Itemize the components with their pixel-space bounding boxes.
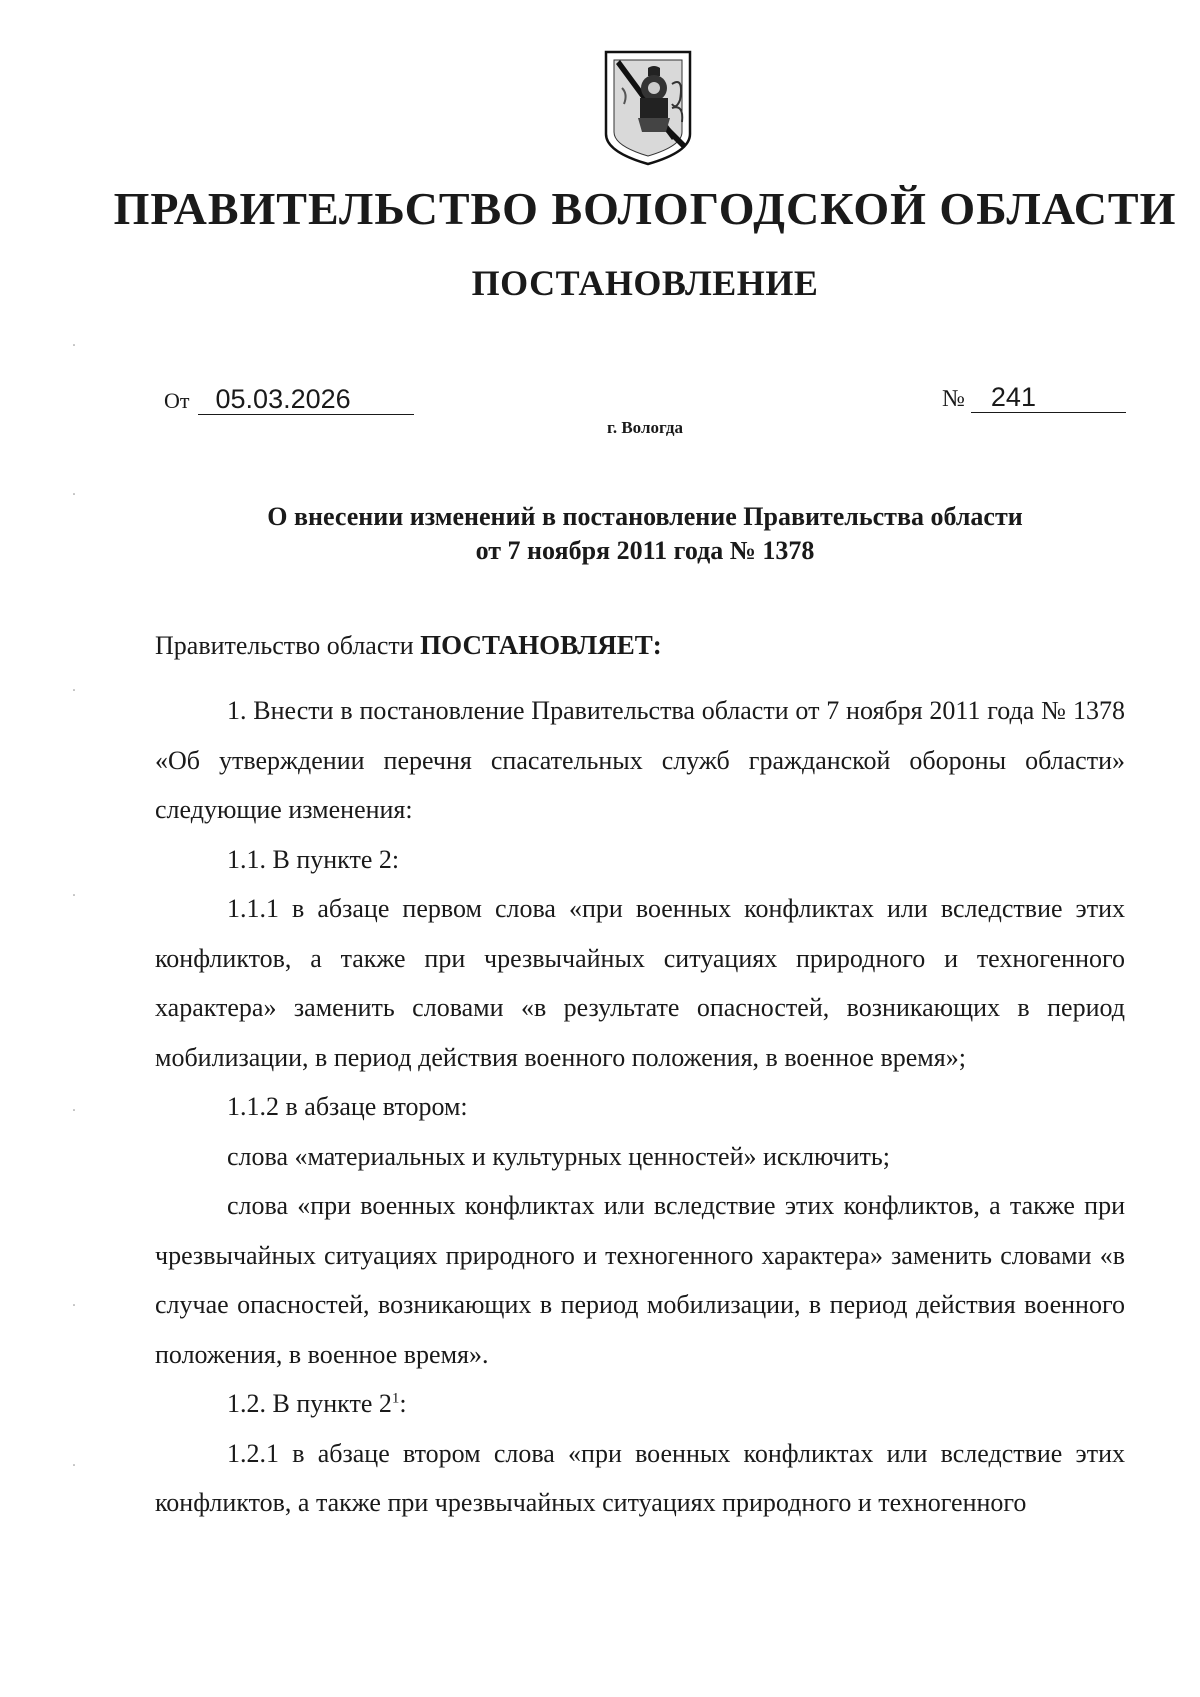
scan-margin-dots [72, 0, 76, 1697]
document-type: ПОСТАНОВЛЕНИЕ [471, 263, 819, 303]
date-block [164, 384, 414, 415]
document-subject [0, 500, 1200, 568]
resolution-lead [155, 630, 662, 661]
paragraph-1-1: 1.1. В пункте 2: [227, 844, 400, 874]
number-block [942, 382, 1126, 413]
paragraph-replace: слова «при военных конфликтах или вследствие этих конфликтов, а также при чрезвычайных ситуациях природного и техногенного характера» заменить словами «в случае опасностей, возникающих в период мобилизации, в период действия военного положения, в военное время». [155, 1191, 1125, 1369]
date-value: 05.03.2026 [198, 384, 414, 415]
paragraph-1: 1. Внести в постановление Правительства области от 7 ноября 2011 года № 1378 «Об утверждении перечня спасательных служб гражданской обороны области» следующие изменения: [155, 696, 1125, 824]
number-value: 241 [971, 382, 1126, 413]
document-body [155, 686, 1125, 1528]
paragraph-1-2-text: 1.2. В пункте 2 [227, 1389, 392, 1418]
paragraph-1-1-2: 1.1.2 в абзаце втором: [227, 1092, 468, 1121]
city: г. Вологда [607, 418, 683, 437]
vologda-coat-of-arms-icon [602, 48, 694, 166]
subject-line-1: О внесении изменений в постановление Правительства области [267, 502, 1023, 531]
date-label: От [164, 388, 190, 413]
subject-line-2: от 7 ноября 2011 года № 1378 [475, 536, 815, 565]
lead-text: Правительство области [155, 631, 414, 660]
lead-strong: ПОСТАНОВЛЯЕТ: [420, 630, 662, 660]
paragraph-1-2-end: : [399, 1389, 407, 1418]
paragraph-exclude: слова «материальных и культурных ценностей» исключить; [227, 1141, 890, 1171]
paragraph-1-2 [155, 1379, 1125, 1429]
paragraph-1-1-1: 1.1.1 в абзаце первом слова «при военных конфликтах или вследствие этих конфликтов, а также при чрезвычайных ситуациях природного и техногенного характера» заменить словами «в результате опасностей, возникающих в период мобилизации, в период действия военного положения, в военное время»; [155, 894, 1125, 1072]
paragraph-1-2-1: 1.2.1 в абзаце втором слова «при военных конфликтах или вследствие этих конфликтов, а также при чрезвычайных ситуациях природного и техногенного [155, 1438, 1125, 1517]
government-name: ПРАВИТЕЛЬСТВО ВОЛОГОДСКОЙ ОБЛАСТИ [113, 183, 1177, 234]
number-label: № [942, 386, 965, 412]
paragraph-1-2-superscript: 1 [391, 1390, 400, 1407]
